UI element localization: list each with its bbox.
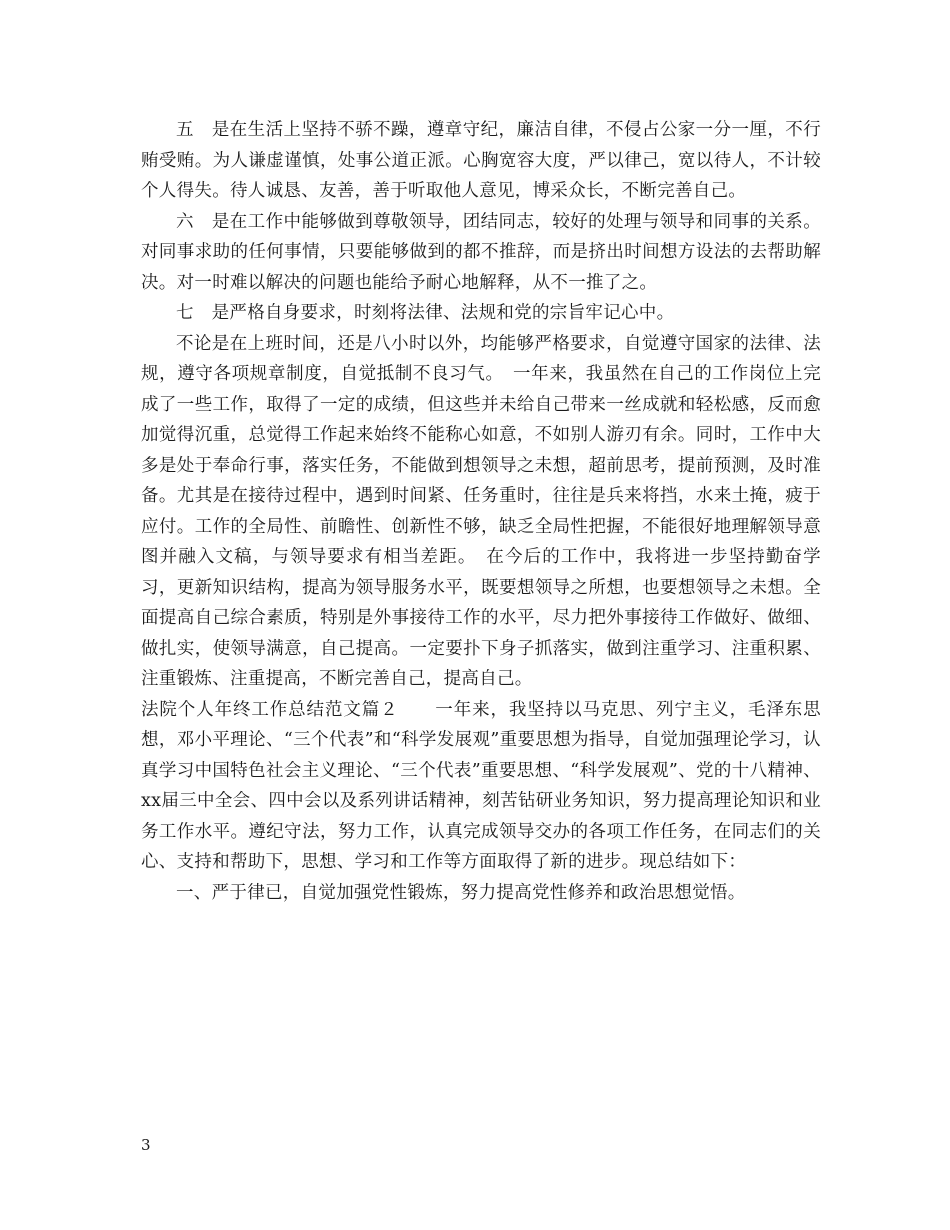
document-body	[141, 115, 821, 908]
paragraph-6: 一、严于律已，自觉加强党性锻炼，努力提高党性修养和政治思想觉悟。	[176, 882, 746, 903]
paragraph-2: 六 是在工作中能够做到尊敬领导，团结同志，较好的处理与领导和同事的关系。对同事求助的任何事情，只要能够做到的都不推辞，而是挤出时间想方设法的去帮助解决。对一时难以解决的问题也能给予耐心地解释，从不一推了之。	[141, 211, 821, 293]
paragraph-4: 不论是在上班时间，还是八小时以外，均能够严格要求，自觉遵守国家的法律、法规，遵守各项规章制度，自觉抵制不良习气。 一年来，我虽然在自己的工作岗位上完成了一些工作，取得了一定的成绩，但这些并未给自己带来一丝成就和轻松感，反而愈加觉得沉重，总觉得工作起来始终不能称心如意，不如别人游刃有余。同时，工作中大多是处于奉命行事，落实任务，不能做到想领导之未想，超前思考，提前预测，及时准备。尤其是在接待过程中，遇到时间紧、任务重时，往往是兵来将挡，水来土掩，疲于应付。工作的全局性、前瞻性、创新性不够，缺乏全局性把握，不能很好地理解领导意图并融入文稿，与领导要求有相当差距。 在今后的工作中，我将进一步坚持勤奋学习，更新知识结构，提高为领导服务水平，既要想领导之所想，也要想领导之未想。全面提高自己综合素质，特别是外事接待工作的水平，尽力把外事接待工作做好、做细、做扎实，使领导满意，自己提高。一定要扑下身子抓落实，做到注重学习、注重积累、注重锻炼、注重提高，不断完善自己，提高自己。	[141, 333, 821, 689]
paragraph-3: 七 是严格自身要求，时刻将法律、法规和党的宗旨牢记心中。	[176, 303, 675, 323]
page-number: 3	[141, 1136, 151, 1154]
paragraph-5: 法院个人年终工作总结范文篇２ 一年来，我坚持以马克思、列宁主义，毛泽东思想，邓小平理论、“三个代表”和“科学发展观”重要思想为指导，自觉加强理论学习，认真学习中国特色社会主义理论、“三个代表”重要思想、“科学发展观”、党的十八精神、xx届三中全会、四中会以及系列讲话精神，刻苦钻研业务知识，努力提高理论知识和业务工作水平。遵纪守法，努力工作，认真完成领导交办的各项工作任务，在同志们的关心、支持和帮助下，思想、学习和工作等方面取得了新的进步。现总结如下：	[141, 699, 821, 872]
paragraph-1: 五 是在生活上坚持不骄不躁，遵章守纪，廉洁自律，不侵占公家一分一厘，不行贿受贿。为人谦虚谨慎，处事公道正派。心胸宽容大度，严以律己，宽以待人，不计较个人得失。待人诚恳、友善，善于听取他人意见，博采众长，不断完善自己。	[141, 120, 821, 201]
